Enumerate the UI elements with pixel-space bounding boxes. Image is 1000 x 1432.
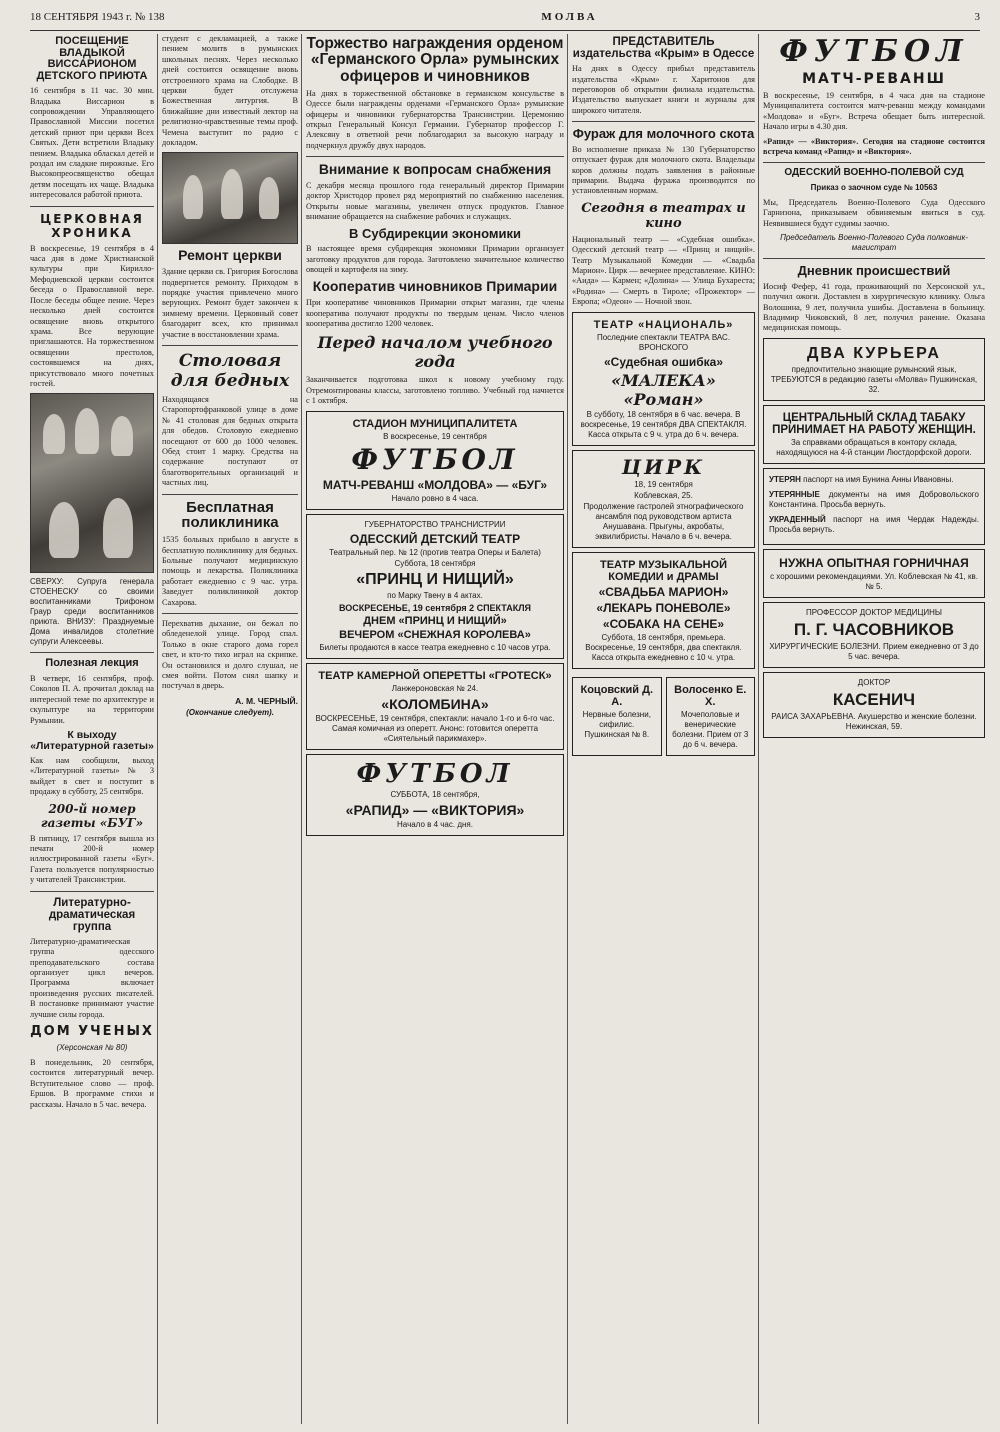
grotesk-ad xyxy=(306,663,564,750)
maid-text: с хорошими рекомендациями. Ул. Коблевская № 41, кв. № 5. xyxy=(770,571,978,591)
musical-text: Суббота, 18 сентября, премьера. Воскресенье, 19 сентября, два спектакля. Касса открыта ежедневно с 10 ч. утра. xyxy=(585,632,742,662)
football2-match: «РАПИД» — «ВИКТОРИЯ» xyxy=(345,801,525,818)
football-title: ФУТБОЛ xyxy=(779,34,969,69)
musical-play3: «СОБАКА НА СЕНЕ» xyxy=(602,616,725,631)
column-1 xyxy=(30,34,154,1424)
bug-text: В пятницу, 17 сентября вышла из печати 200-й номер иллюстрированной газеты «Буг». Газета пользуется популярностью у читателей Транснистрии. xyxy=(30,833,154,885)
clinic-text: 1535 больных прибыло в августе в бесплатную поликлинику для бедных. Больные получают медицинскую помощь и лекарства. Поликлиника работает ежедневно с 9 час. утра. Заведует поликлиникой доктор Сахарова. xyxy=(162,535,298,607)
subdirection-text: В настоящее время субдирекция экономики Примарии организует заготовку продуктов для города. Заготовлено значительное количество овощей и картофеля на зиму. xyxy=(306,244,564,274)
doctor-ads-row xyxy=(572,673,755,760)
musical-title: ТЕАТР МУЗЫКАЛЬНОЙ КОМЕДИИ и ДРАМЫ xyxy=(599,558,728,583)
musical-play1: «СВАДЬБА МАРИОН» xyxy=(598,584,729,599)
stadium-sport: ФУТБОЛ xyxy=(351,442,519,476)
column-rule xyxy=(157,34,158,1424)
grotesk-play: «КОЛОМБИНА» xyxy=(381,695,489,712)
award-text: На днях в торжественной обстановке в германском консульстве в Одессе были награждены орденами «Германского Орла» румынские офицеры и чиновники губернаторства Транснистрии. Церемонию открыл Генеральный Консул Германии. Губернатор профессор Г. Алексяну в ответной речи поблагодарил за высокую награду и подчеркнул дружбу двух народов. xyxy=(306,88,564,150)
drama-text: Литературно-драматическая группа одесского преподавательского состава организует цикл вечеров. Программа включает произведения русских писателей. В постановке принимают участие лучшие силы города. xyxy=(30,936,154,1019)
national-play1: «Судебная ошибка» xyxy=(604,354,723,369)
national-text: В субботу, 18 сентября в 6 час. вечера. В воскресенье, 19 сентября ДВА СПЕКТАКЛЯ. Касса открыта с 9 ч. утра до 6 ч. вечера. xyxy=(580,409,747,439)
national-sub: Последние спектакли ТЕАТРА ВАС. ВРОНСКОГО xyxy=(596,332,731,352)
visit-text: 16 сентября в 11 час. 30 мин. Владыка Виссарион в сопровождении Управляющего Православной Миссии посетил детский приют при церкви Всех Святых. Дети встретили Владыку пением. Владыка обласкал детей и роздал им сладкие пирожные. Его Высокопреосвященство обещал детям посещать их чаще. Владыка интересовался работой приюта. xyxy=(30,86,154,200)
divider xyxy=(162,494,298,495)
prof-text: ХИРУРГИЧЕСКИЕ БОЛЕЗНИ. Прием ежедневно от 3 до 5 час. вечера. xyxy=(769,641,979,661)
chronicle-title: ЦЕРКОВНАЯ ХРОНИКА xyxy=(40,211,144,240)
divider xyxy=(30,652,154,653)
divider xyxy=(162,345,298,346)
doctor2-text: Мочеполовые и венерические болезни. Прием от 3 до 6 ч. вечера. xyxy=(672,709,749,749)
stadium-title: СТАДИОН МУНИЦИПАЛИТЕТА xyxy=(352,417,518,430)
visit-title: ПОСЕЩЕНИЕ ВЛАДЫКОЙ ВИССАРИОНОМ ДЕТСКОГО ПРИЮТА xyxy=(36,35,148,82)
coop-text: При кооперативе чиновников Примарии открыт магазин, где члены кооператива получают продукты по твердым ценам. Число членов кооператива достигло 1200 человек. xyxy=(306,298,564,328)
fodder-title: Фураж для молочного скота xyxy=(572,126,755,142)
childrens-theatre-ad xyxy=(306,514,564,659)
photo-orphanage xyxy=(30,393,154,573)
doctor1-text: Нервные болезни, сифилис. Пушкинская № 8. xyxy=(582,709,651,739)
lost2-title: УТЕРЯННЫЕ xyxy=(769,489,820,499)
lecture-text: В четверг, 16 сентября, проф. Соколов П. А. прочитал доклад на интересной теме по архитектуре и скульптуре на территории Румынии. xyxy=(30,673,154,725)
divider xyxy=(763,258,985,259)
football2-sport: ФУТБОЛ xyxy=(356,758,514,789)
masthead xyxy=(30,4,980,31)
divider xyxy=(306,156,564,157)
chronicle-text: В воскресенье, 19 сентября в 4 часа дня в доме Христианской культуры при Кирилло-Мефодиевской церкви состоится беседа о Православной вере. После беседы общее пение. Через несколько дней состоится освящение вновь открытого храма. Все верующие приглашаются. На торжественном освящении престолов, состоявшемся на днях, присутствовало много почетных гостей. xyxy=(30,243,154,388)
court-title: ОДЕССКИЙ ВОЕННО-ПОЛЕВОЙ СУД xyxy=(784,167,964,179)
lecture-title: Полезная лекция xyxy=(45,657,139,670)
lost2-text: документы на имя Добровольского Константина. Просьба вернуть. xyxy=(769,489,979,509)
divider xyxy=(572,121,755,122)
court-text: Мы, Председатель Военно-Полевого Суда Одесского Гарнизона, приказываем обвиняемым явиться в суд. Неявившиеся будут судимы заочно. xyxy=(763,197,985,228)
doctor-kasenich-ad xyxy=(763,672,985,738)
doctor-ad-kotsovsky xyxy=(572,677,662,756)
diary-text: Иосиф Фефер, 41 года, проживающий по Херсонской ул., получил ожоги. Доставлен в хирургическую клинику. Ольга Волошина, 9 лет, получила ушибы. Доставлена в больницу. Владимир Чижовский, 8 лет, получил ранение. Оказана медицинская помощь. xyxy=(763,281,985,333)
scholars-text: В понедельник, 20 сентября, состоится литературный вечер. Вступительное слово — проф. Ершов. В программе стихи и рассказы. Начало в 5 час. вечера. xyxy=(30,1058,154,1109)
rep-text: На днях в Одессу прибыл представитель издательства «Крым» г. Харитонов для переговоров об открытии филиала издательства. Издательство выпускает книги и журналы для широкого читателя. xyxy=(572,64,755,115)
rep-title: ПРЕДСТАВИТЕЛЬ издательства «Крым» в Одессе xyxy=(572,36,755,61)
tobacco-ad xyxy=(763,405,985,464)
chronicle-continued: студент с декламацией, а также пением молитв в румынских школьных песнях. Через несколько дней состоится освящение вновь отстроенного храма на Слободке. В церкви будет отслужена Божественная литургия. В ближайшие дни известный лектор на религиозно-нравственные темы проф. Чемена выступит по радио с докладом. xyxy=(162,34,298,148)
theatre-date: Суббота, 18 сентября xyxy=(394,558,476,568)
today-title: Сегодня в театрах и кино xyxy=(581,200,746,231)
prof-title: П. Г. ЧАСОВНИКОВ xyxy=(793,619,955,639)
school-text: Заканчивается подготовка школ к новому учебному году. Отремонтированы классы, заготовлено топливо. Учебный год начнется с 1 октября. xyxy=(306,375,564,406)
grotesk-title: ТЕАТР КАМЕРНОЙ ОПЕРЕТТЫ «ГРОТЕСК» xyxy=(318,669,552,682)
couriers-title: ДВА КУРЬЕРА xyxy=(807,344,941,362)
lit-gazette-text: Как нам сообщили, выход «Литературной газеты» № 3 выйдет в свет и поступит в продажу в субботу, 25 сентября. xyxy=(30,755,154,797)
column-5 xyxy=(763,34,985,1424)
couriers-text: предпочтительно знающие румынский язык, ТРЕБУЮТСЯ в редакцию газеты «Молва» Пушкинская, 32. xyxy=(770,364,978,394)
clinic-title: Бесплатная поликлиника xyxy=(181,498,279,532)
grotesk-text: ВОСКРЕСЕНЬЕ, 19 сентября, спектакли: начало 1-го и 6-го час. Самая комичная из оперетт. Анонс: готовится оперетта «Сиятельный парикмахер». xyxy=(315,713,555,743)
theatre-tickets: Билеты продаются в кассе театра ежедневно с 10 часов утра. xyxy=(319,642,551,652)
national-play3: «Роман» xyxy=(623,389,704,409)
stadium-date: В воскресенье, 19 сентября xyxy=(383,431,487,441)
canteen-text: Находящаяся на Старопортофранковой улице в доме № 41 столовая для бедных открыта для обедов. Столовую ежедневно посещают от 600 до 1000 человек. Обед стоит 1 марку. Средства на содержание поступают от благотворительных организаций и частных лиц. xyxy=(162,395,298,488)
issue-date: 18 СЕНТЯБРЯ 1943 г. № 138 xyxy=(30,11,165,23)
tobacco-title: ЦЕНТРАЛЬНЫЙ СКЛАД ТАБАКУ ПРИНИМАЕТ НА РАБОТУ ЖЕНЩИН. xyxy=(772,411,976,436)
lit-gazette-title: К выходу «Литературной газеты» xyxy=(30,728,154,752)
column-4 xyxy=(572,34,755,1424)
musical-play2: «ЛЕКАРЬ ПОНЕВОЛЕ» xyxy=(596,600,731,615)
football-subtitle: МАТЧ-РЕВАНШ xyxy=(802,71,946,87)
national-title: ТЕАТР «НАЦИОНАЛЬ» xyxy=(593,318,734,331)
column-2 xyxy=(162,34,298,1424)
paper-name: МОЛВА xyxy=(541,11,598,23)
canteen-title: Столовая для бедных xyxy=(170,351,290,391)
doctor-ad-volosenko xyxy=(666,677,756,756)
repair-title: Ремонт церкви xyxy=(178,247,282,264)
couriers-ad xyxy=(763,338,985,401)
circus-title: ЦИРК xyxy=(621,454,706,479)
subdirection-title: В Субдирекции экономики xyxy=(348,225,521,241)
lost3-text: паспорт на имя Чердак Надежды. Просьба вернуть. xyxy=(769,514,979,534)
school-title: Перед началом учебного года xyxy=(317,333,553,372)
divider xyxy=(763,162,985,163)
professor-ad xyxy=(763,602,985,668)
grotesk-address: Ланжероновская № 24. xyxy=(391,683,479,693)
fodder-text: Во исполнение приказа № 130 Губернаторство отпускает фураж для молочного скота. Владельцы коров должны подать заявления в районные примарии. Выдача фуража производится по установленным нормам. xyxy=(572,144,755,196)
theatre-sunday: ВОСКРЕСЕНЬЕ, 19 сентября 2 СПЕКТАКЛЯ xyxy=(339,602,531,613)
supply-text: С декабря месяца прошлого года генеральный директор Примарии доктор Христодор провел ряд мероприятий по снабжению населения. Открыты новые магазины, увеличен отпуск продуктов. Главное внимание обращается на снабжение рабочих и служащих. xyxy=(306,180,564,222)
football2-time: Начало в 4 час. дня. xyxy=(397,819,473,829)
bug-title: 200-й номер газеты «БУГ» xyxy=(40,801,144,830)
circus-address: Коблевская, 25. xyxy=(634,490,693,500)
repair-text: Здание церкви св. Григория Богослова подвергнется ремонту. Приходом в порядке участия привлечено много верующих. Ремонт будет закончен к зимнему времени. Церковный совет благодарит всех, кто принимал участие в восстановлении храма. xyxy=(162,267,298,339)
circus-date: 18, 19 сентября xyxy=(634,479,693,489)
court-subtitle: Приказ о заочном суде № 10563 xyxy=(810,182,938,192)
photo-caption: СВЕРХУ: Супруга генерала СТОЕНЕСКУ со своими воспитанниками Трифоном Граур среди воспитанников приюта. ВНИЗУ: Празднуемые Дома инвалидов столетние супруги Алексеевы. xyxy=(30,577,154,647)
football-ad xyxy=(306,754,564,836)
doctor1-title: Коцовский Д. А. xyxy=(580,683,653,708)
today-text: Национальный театр — «Судебная ошибка». Одесский детский театр — «Принц и нищий». Театр Музыкальной Комедии — «Свадьба Марион». Цирк — вечернее представление. КИНО: «Аида» — Кармен; «Долина» — Улица Бухареста; «Родина» — Смерть в Тироле; «Прожектор» — Европа; «Одеон» — Ночной звон. xyxy=(572,234,755,307)
diary-title: Дневник происшествий xyxy=(797,263,951,279)
court-sign: Председатель Военно-Полевого Суда полковник-магистрат xyxy=(780,233,968,253)
theatre-author: по Марку Твену в 4 актах. xyxy=(387,590,483,600)
stadium-match: МАТЧ-РЕВАНШ «МОЛДОВА» — «БУГ» xyxy=(322,477,548,492)
drama-title: Литературно-драматическая группа xyxy=(48,896,136,933)
scholars-title: ДОМ УЧЕНЫХ xyxy=(30,1024,154,1040)
supply-title: Внимание к вопросам снабжения xyxy=(318,161,552,178)
theatre-play: «ПРИНЦ И НИЩИЙ» xyxy=(356,570,514,588)
feuilleton-note: (Окончание следует). xyxy=(186,707,274,717)
kasenich-label: ДОКТОР xyxy=(857,677,891,687)
prof-label: ПРОФЕССОР ДОКТОР МЕДИЦИНЫ xyxy=(805,607,942,617)
feuilleton-text: Перехватив дыхание, он бежал по обледенелой улице. Город спал. Только в окне старого дома горел свет, и кто-то тихо играл на скрипке. Он остановился и долго слушал, не смея войти. Потом снял шапку и постучал в дверь. xyxy=(162,619,298,691)
lost-documents-ads xyxy=(763,468,985,545)
theatre-address: Театральный пер. № 12 (против театра Оперы и Балета) xyxy=(329,547,541,557)
column-3 xyxy=(306,34,564,1424)
circus-text: Продолжение гастролей этнографического ансамбля под руководством артиста Анушавана. Прыгуны, акробаты, эквилибристы. Начало в 6 ч. вечера. xyxy=(583,501,744,541)
stadium-time: Начало ровно в 4 часа. xyxy=(391,493,479,503)
divider xyxy=(30,206,154,207)
theatre-evening: ВЕЧЕРОМ «СНЕЖНАЯ КОРОЛЕВА» xyxy=(339,628,531,641)
maid-title: НУЖНА ОПЫТНАЯ ГОРНИЧНАЯ xyxy=(779,555,969,570)
football2-date: СУББОТА, 18 сентября, xyxy=(390,789,480,799)
national-play2: «МАЛЕКА» xyxy=(611,370,716,390)
tobacco-text: За справками обращаться в контору склада, находящуюся на 4-й станции Люстдорфской дороги. xyxy=(776,437,972,457)
lost3-title: УКРАДЕННЫЙ xyxy=(769,514,826,524)
national-theatre-ad xyxy=(572,312,755,446)
kasenich-title: КАСЕНИЧ xyxy=(832,689,916,709)
football-text: В воскресенье, 19 сентября, в 4 часа дня на стадионе Муниципалитета состоится матч-реванш между командами «Молдова» и «Буг». Встреча обещает быть интересной. Начало игры в 4.30 дня. xyxy=(763,91,985,132)
kasenich-text: РАИСА ЗАХАРЬЕВНА. Акушерство и женские болезни. Нежинская, 59. xyxy=(771,711,977,731)
coop-title: Кооператив чиновников Примарии xyxy=(312,278,558,295)
stadium-ad xyxy=(306,411,564,510)
column-rule xyxy=(301,34,302,1424)
theatre-day: ДНЕМ «ПРИНЦ И НИЩИЙ» xyxy=(363,614,507,627)
football-lineup: «Рапид» — «Виктория». Сегодня на стадионе состоится встреча команд «Рапид» и «Виктория». xyxy=(763,136,985,157)
lost1-text: паспорт на имя Бунина Анны Ивановны. xyxy=(803,474,954,484)
scholars-subtitle: (Херсонская № 80) xyxy=(56,1043,128,1053)
page-number: 3 xyxy=(974,11,980,23)
doctor2-title: Волосенко Е. Х. xyxy=(674,683,747,708)
column-rule xyxy=(567,34,568,1424)
theatre-org: ГУБЕРНАТОРСТВО ТРАНСНИСТРИИ xyxy=(364,519,506,529)
feuilleton-author: А. М. ЧЕРНЫЙ. xyxy=(235,695,298,706)
divider xyxy=(30,891,154,892)
divider xyxy=(162,613,298,614)
photo-church xyxy=(162,152,298,244)
musical-theatre-ad xyxy=(572,552,755,669)
circus-ad xyxy=(572,450,755,548)
maid-ad xyxy=(763,549,985,598)
lost1-title: УТЕРЯН xyxy=(769,474,801,484)
theatre-name: ОДЕССКИЙ ДЕТСКИЙ ТЕАТР xyxy=(349,531,521,546)
award-title: Торжество награждения орденом «Германского Орла» румынских офицеров и чиновников xyxy=(306,35,564,85)
column-rule xyxy=(758,34,759,1424)
